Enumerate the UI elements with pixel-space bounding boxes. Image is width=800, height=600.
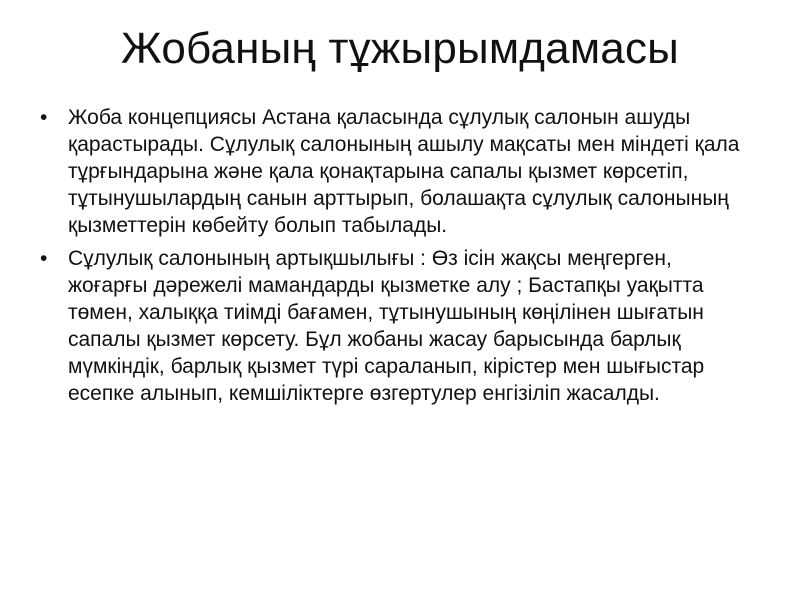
bullet-list: [40, 104, 740, 413]
bullet-text: Жоба концепциясы Астана қаласында сұлулық салонын ашуды қарастырады. Сұлулық салонының ашылу мақсаты мен міндеті қала тұрғындарына және қала қонақтарына сапалы қызмет көрсетіп, тұтынушылардың санын арттырып, болашақта сұлулық салонының қызметтерін көбейту болып табылады.: [68, 106, 740, 237]
slide-title: Жобаның тұжырымдамасы: [121, 24, 679, 73]
bullet-text: Сұлулық салонының артықшылығы : Өз ісін жақсы меңгерген, жоғарғы дәрежелі мамандарды қызметке алу ; Бастапқы уақытта төмен, халыққа тиімді бағамен, тұтынушының көңілінен шығатын сапалы қызмет көрсету. Бұл жобаны жасау барысында барлық мүмкіндік, барлық қызмет түрі сараланып, кірістер мен шығыстар есепке алынып, кемшіліктерге өзгертулер енгізіліп жасалды.: [68, 247, 705, 405]
bullet-item-advantages: [40, 245, 740, 407]
bullet-item-concept: [40, 104, 740, 239]
bullet-marker: •: [40, 247, 48, 270]
bullet-marker: •: [40, 106, 48, 129]
